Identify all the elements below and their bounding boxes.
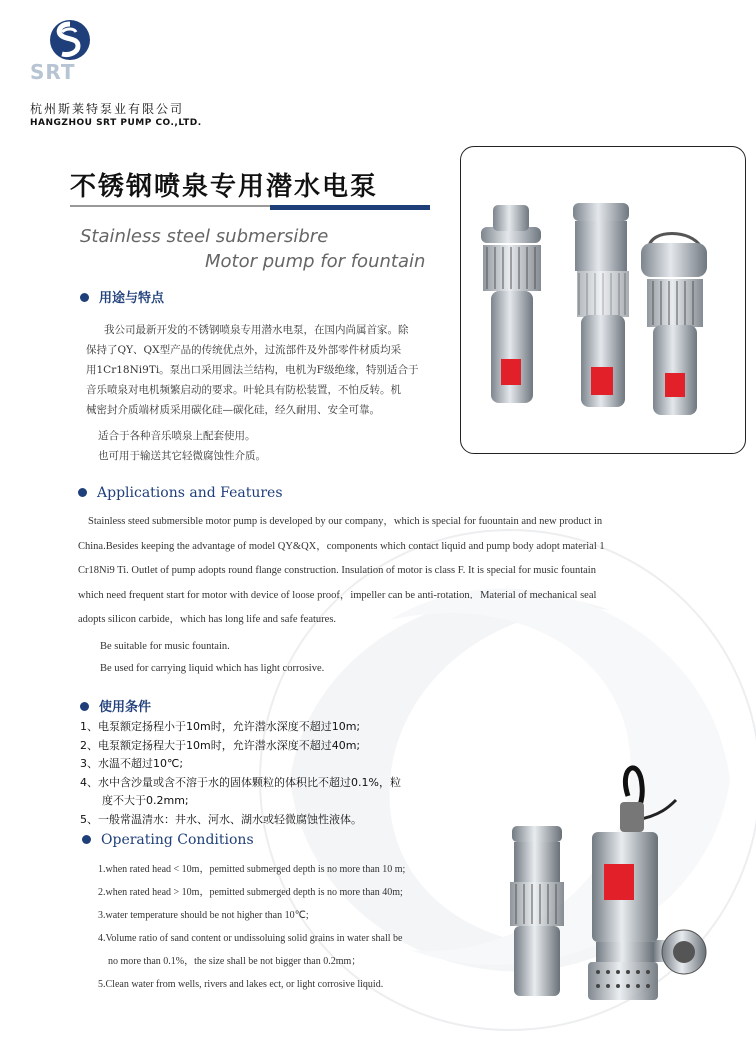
heading-text: Operating Conditions — [101, 832, 254, 848]
product-subtitle-line1: Stainless steel submersibre — [80, 226, 329, 247]
list-item: 4、水中含沙量或含不溶于水的固体颗粒的体积比不超过0.1%，粒 — [80, 775, 401, 789]
text-line: 我公司最新开发的不锈钢喷泉专用潜水电泵，在国内尚属首家。除 — [104, 324, 409, 336]
list-item: 1、电泵额定扬程小于10m时，允许潜水深度不超过10m; — [80, 720, 361, 733]
list-item: 5、一般常温清水：井水、河水、湖水或轻微腐蚀性液体。 — [80, 812, 362, 826]
conditions-en-heading — [82, 829, 254, 848]
pump-middle-image — [573, 203, 629, 407]
bullet-icon — [80, 702, 89, 711]
heading-text: 使用条件 — [99, 700, 152, 715]
pump-right-image — [641, 234, 707, 416]
product-title: 不锈钢喷泉专用潜水电泵 — [70, 172, 379, 202]
bullet-icon — [82, 835, 91, 844]
fountain-pumps-image — [461, 147, 745, 453]
list-item: 3、水温不超过10℃; — [80, 757, 184, 770]
text-line: 音乐喷泉对电机频繁启动的要求。叶轮具有防松装置，不怕反转。机 — [86, 384, 401, 396]
list-item: 5.Clean water from wells, rivers and lakes ect, or light corrosive liquid. — [98, 979, 384, 990]
text-line: 械密封介质端材质采用碳化硅—碳化硅，经久耐用、安全可靠。 — [86, 404, 380, 416]
text-line: which need frequent start for motor with device of loose proof，impeller can be anti-rotation．Material of mechanical seal — [78, 589, 597, 601]
text-line: Cr18Ni9 Ti. Outlet of pump adopts round flange construction. Insulation of motor is class F. It is special for music fountain — [78, 565, 596, 576]
conditions-cn-heading — [80, 696, 151, 715]
product-photo-frame — [460, 146, 746, 454]
features-cn-heading — [80, 287, 164, 306]
text-line: China.Besides keeping the advantage of model QY&QX，components which contact liquid and pump body adopt material 1 — [78, 540, 605, 552]
heading-text: 用途与特点 — [99, 291, 165, 306]
product-subtitle-line2: Motor pump for fountain — [205, 251, 426, 272]
features-en-heading — [78, 482, 283, 501]
bullet-icon — [78, 488, 87, 497]
submersible-pumps-image — [500, 756, 750, 1006]
list-item: 2.when rated head > 10m，pemitted submerged depth is no more than 40m; — [98, 887, 403, 898]
list-item: 3.water temperature should be not higher than 10℃; — [98, 910, 309, 921]
pump-left-image — [481, 205, 541, 403]
pump-submersible-image — [588, 768, 706, 1000]
features-cn-uses — [98, 426, 266, 466]
text-line: Be suitable for music fountain. — [100, 641, 230, 652]
title-underline-accent — [270, 205, 430, 210]
text-line: Stainless steed submersible motor pump is developed by our company，which is special for fuountain and new product in — [88, 516, 603, 527]
conditions-cn-list — [80, 718, 480, 829]
features-cn-paragraph — [86, 320, 456, 420]
text-line: 适合于各种音乐喷泉上配套使用。 — [98, 430, 256, 442]
text-line: Be used for carrying liquid which has light corrosive. — [100, 663, 325, 674]
list-item: 1.when rated head < 10m，pemitted submerged depth is no more than 10 m; — [98, 864, 406, 875]
company-name-cn: 杭州斯莱特泵业有限公司 — [30, 102, 185, 116]
heading-text: Applications and Features — [97, 485, 283, 501]
logo-text: SRT — [30, 60, 76, 84]
pump-fountain-image — [510, 826, 564, 996]
features-en-paragraph — [78, 510, 748, 633]
conditions-en-list — [98, 858, 478, 996]
list-item: 4.Volume ratio of sand content or undissoluing solid grains in water shall be — [98, 933, 403, 944]
text-line: adopts silicon carbide，which has long life and safe features. — [78, 614, 337, 625]
list-item: 度不大于0.2mm; — [80, 794, 189, 807]
company-name-en: HANGZHOU SRT PUMP CO.,LTD. — [30, 118, 202, 128]
text-line: 保持了QY、QX型产品的传统优点外，过流部件及外部零件材质均采 — [86, 344, 402, 356]
bullet-icon — [80, 293, 89, 302]
features-en-uses — [100, 636, 324, 680]
text-line: 也可用于输送其它轻微腐蚀性介质。 — [98, 450, 266, 462]
list-item: 2、电泵额定扬程大于10m时，允许潜水深度不超过40m; — [80, 738, 361, 752]
text-line: 用1Cr18Ni9Ti。泵出口采用圆法兰结构，电机为F级绝缘，特别适合于 — [86, 364, 419, 376]
list-item: no more than 0.1%，the size shall be not bigger than 0.2mm； — [98, 956, 362, 967]
